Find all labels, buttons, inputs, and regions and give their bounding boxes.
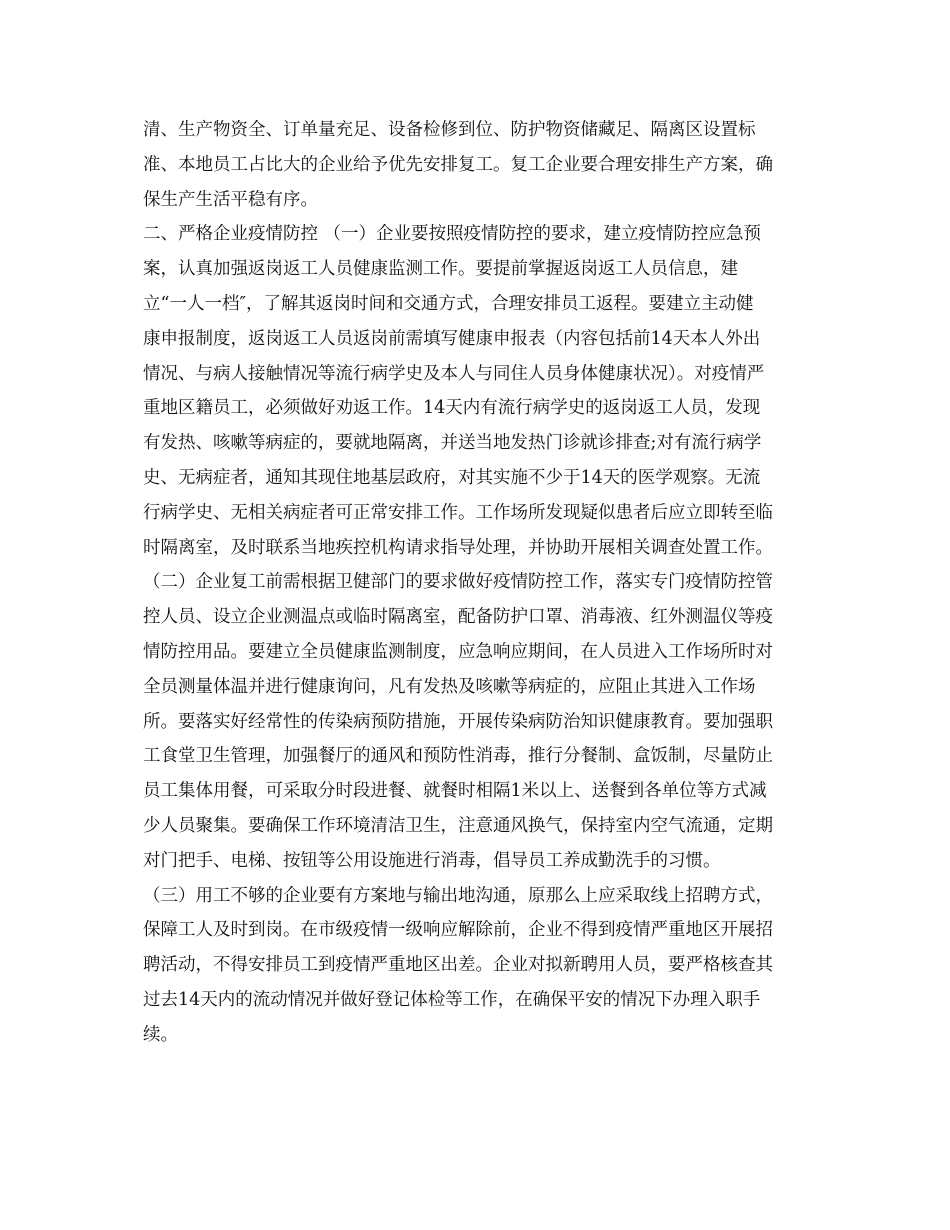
text-line: 立“一人一档″，了解其返岗时间和交通方式，合理安排员工返程。要建立主动健 (143, 293, 754, 314)
subsection-line: （三）用工不够的企业要有方案地与输出地沟通，原那么上应采取线上招聘方式， (143, 885, 773, 906)
text-line: 少人员聚集。要确保工作环境清洁卫生，注意通风换气，保持室内空气流通，定期 (143, 815, 773, 836)
text-line: 工食堂卫生管理，加强餐厅的通风和预防性消毒，推行分餐制、盒饭制，尽量防止 (143, 746, 773, 767)
text-line: 对门把手、电梯、按钮等公用设施进行消毒，倡导员工养成勤洗手的习惯。 (143, 850, 721, 871)
text-line: 保生产生活平稳有序。 (143, 189, 318, 210)
text-line: 过去14天内的流动情况并做好登记体检等工作，在确保平安的情况下办理入职手 (143, 989, 761, 1010)
text-line: 情况、与病人接触情况等流行病学史及本人与同住人员身体健康状况）。对疫情严 (143, 363, 765, 384)
section-heading-line: 二、严格企业疫情防控 （一）企业要按照疫情防控的要求，建立疫情防控应急预 (143, 224, 762, 245)
text-line: 清、生产物资全、订单量充足、设备检修到位、防护物资储藏足、隔离区设置标 (143, 120, 756, 140)
text-line: 有发热、咳嗽等病症的，要就地隔离，并送当地发热门诊就诊排查;对有流行病学 (143, 433, 762, 454)
text-line: 全员测量体温并进行健康询问，凡有发热及咳嗽等病症的，应阻止其进入工作场 (143, 676, 756, 697)
text-line: 案，认真加强返岗返工人员健康监测工作。要提前掌握返岗返工人员信息，建 (143, 259, 738, 280)
text-line: 重地区籍员工，必须做好劝返工作。14天内有流行病学史的返岗返工人员，发现 (143, 398, 761, 419)
text-line: 时隔离室，及时联系当地疾控机构请求指导处理，并协助开展相关调查处置工作。 (143, 537, 773, 558)
subsection-line: （二）企业复工前需根据卫健部门的要求做好疫情防控工作，落实专门疫情防控管 (143, 572, 773, 593)
text-line: 所。要落实好经常性的传染病预防措施，开展传染病防治知识健康教育。要加强职 (143, 711, 773, 732)
text-line: 保障工人及时到岗。在市级疫情一级响应解除前，企业不得到疫情严重地区开展招 (143, 920, 773, 941)
text-line: 史、无病症者，通知其现住地基层政府，对其实施不少于14天的医学观察。无流 (143, 467, 761, 488)
text-line: 续。 (143, 1024, 178, 1045)
text-line: 准、本地员工占比大的企业给予优先安排复工。复工企业要合理安排生产方案，确 (143, 154, 773, 175)
text-line: 控人员、设立企业测温点或临时隔离室，配备防护口罩、消毒液、红外测温仪等疫 (143, 607, 773, 628)
text-line: 情防控用品。要建立全员健康监测制度，应急响应期间，在人员进入工作场所时对 (143, 641, 773, 662)
text-line: 员工集体用餐，可采取分时段进餐、就餐时相隔1米以上、送餐到各单位等方式减 (143, 781, 767, 802)
text-line: 行病学史、无相关病症者可正常安排工作。工作场所发现疑似患者后应立即转至临 (143, 502, 773, 523)
text-line: 康申报制度，返岗返工人员返岗前需填写健康申报表（内容包括前14天本人外出 (143, 328, 761, 349)
document-body (143, 113, 823, 1053)
text-line: 聘活动，不得安排员工到疫情严重地区出差。企业对拟新聘用人员，要严格核查其 (143, 955, 773, 976)
